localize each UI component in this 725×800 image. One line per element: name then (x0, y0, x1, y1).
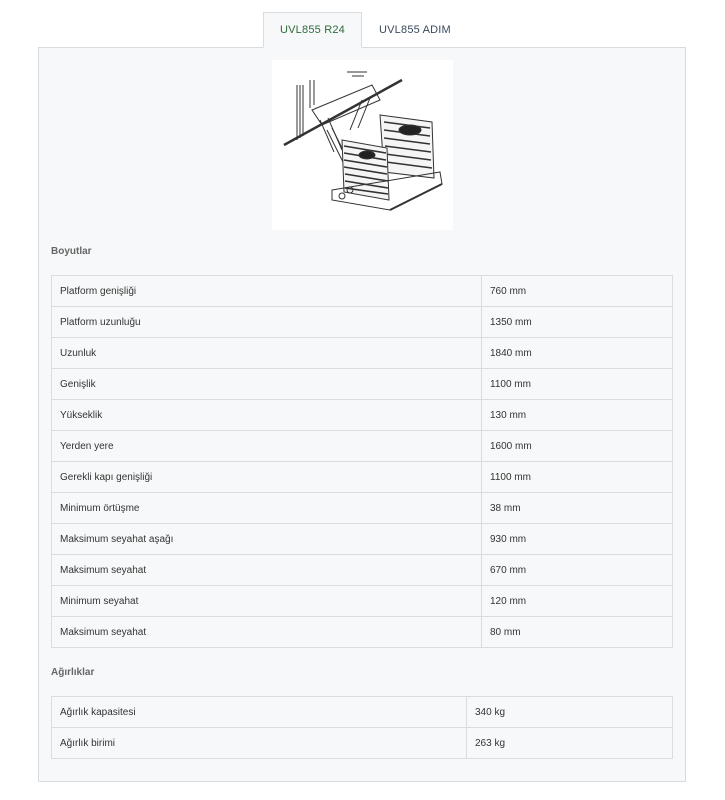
spec-value: 120 mm (482, 586, 673, 617)
spec-value: 38 mm (482, 493, 673, 524)
spec-value: 130 mm (482, 400, 673, 431)
spec-label: Genişlik (52, 369, 482, 400)
spec-label: Minimum seyahat (52, 586, 482, 617)
table-row (52, 728, 673, 759)
spec-label: Maksimum seyahat aşağı (52, 524, 482, 555)
spec-label: Ağırlık kapasitesi (52, 697, 467, 728)
spec-value: 1600 mm (482, 431, 673, 462)
weights-table (51, 696, 673, 759)
spec-label: Yükseklik (52, 400, 482, 431)
wheelchair-lift-drawing (272, 60, 453, 230)
spec-label: Platform genişliği (52, 276, 482, 307)
spec-label: Ağırlık birimi (52, 728, 467, 759)
spec-label: Uzunluk (52, 338, 482, 369)
table-row (52, 338, 673, 369)
spec-label: Platform uzunluğu (52, 307, 482, 338)
spec-value: 340 kg (467, 697, 673, 728)
table-row (52, 369, 673, 400)
product-tabs (263, 12, 468, 48)
weights-heading: Ağırlıklar (51, 667, 95, 678)
table-row (52, 697, 673, 728)
spec-label: Yerden yere (52, 431, 482, 462)
table-row (52, 586, 673, 617)
spec-value: 760 mm (482, 276, 673, 307)
dimensions-table (51, 275, 673, 648)
table-row (52, 493, 673, 524)
spec-value: 80 mm (482, 617, 673, 648)
spec-label: Maksimum seyahat (52, 617, 482, 648)
tab-uvl855-adim[interactable]: UVL855 ADIM (379, 24, 451, 36)
table-row (52, 524, 673, 555)
spec-value: 1840 mm (482, 338, 673, 369)
spec-label: Gerekli kapı genişliği (52, 462, 482, 493)
table-row (52, 431, 673, 462)
table-row (52, 462, 673, 493)
spec-label: Maksimum seyahat (52, 555, 482, 586)
spec-value: 1100 mm (482, 369, 673, 400)
spec-value: 930 mm (482, 524, 673, 555)
table-row (52, 400, 673, 431)
spec-value: 670 mm (482, 555, 673, 586)
tab-panel (38, 47, 686, 782)
tab-uvl855-r24[interactable]: UVL855 R24 (263, 12, 362, 48)
table-row (52, 555, 673, 586)
dimensions-heading: Boyutlar (51, 246, 92, 257)
table-row (52, 276, 673, 307)
product-illustration (272, 60, 453, 230)
spec-label: Minimum örtüşme (52, 493, 482, 524)
spec-value: 1350 mm (482, 307, 673, 338)
spec-value: 1100 mm (482, 462, 673, 493)
spec-value: 263 kg (467, 728, 673, 759)
table-row (52, 617, 673, 648)
table-row (52, 307, 673, 338)
